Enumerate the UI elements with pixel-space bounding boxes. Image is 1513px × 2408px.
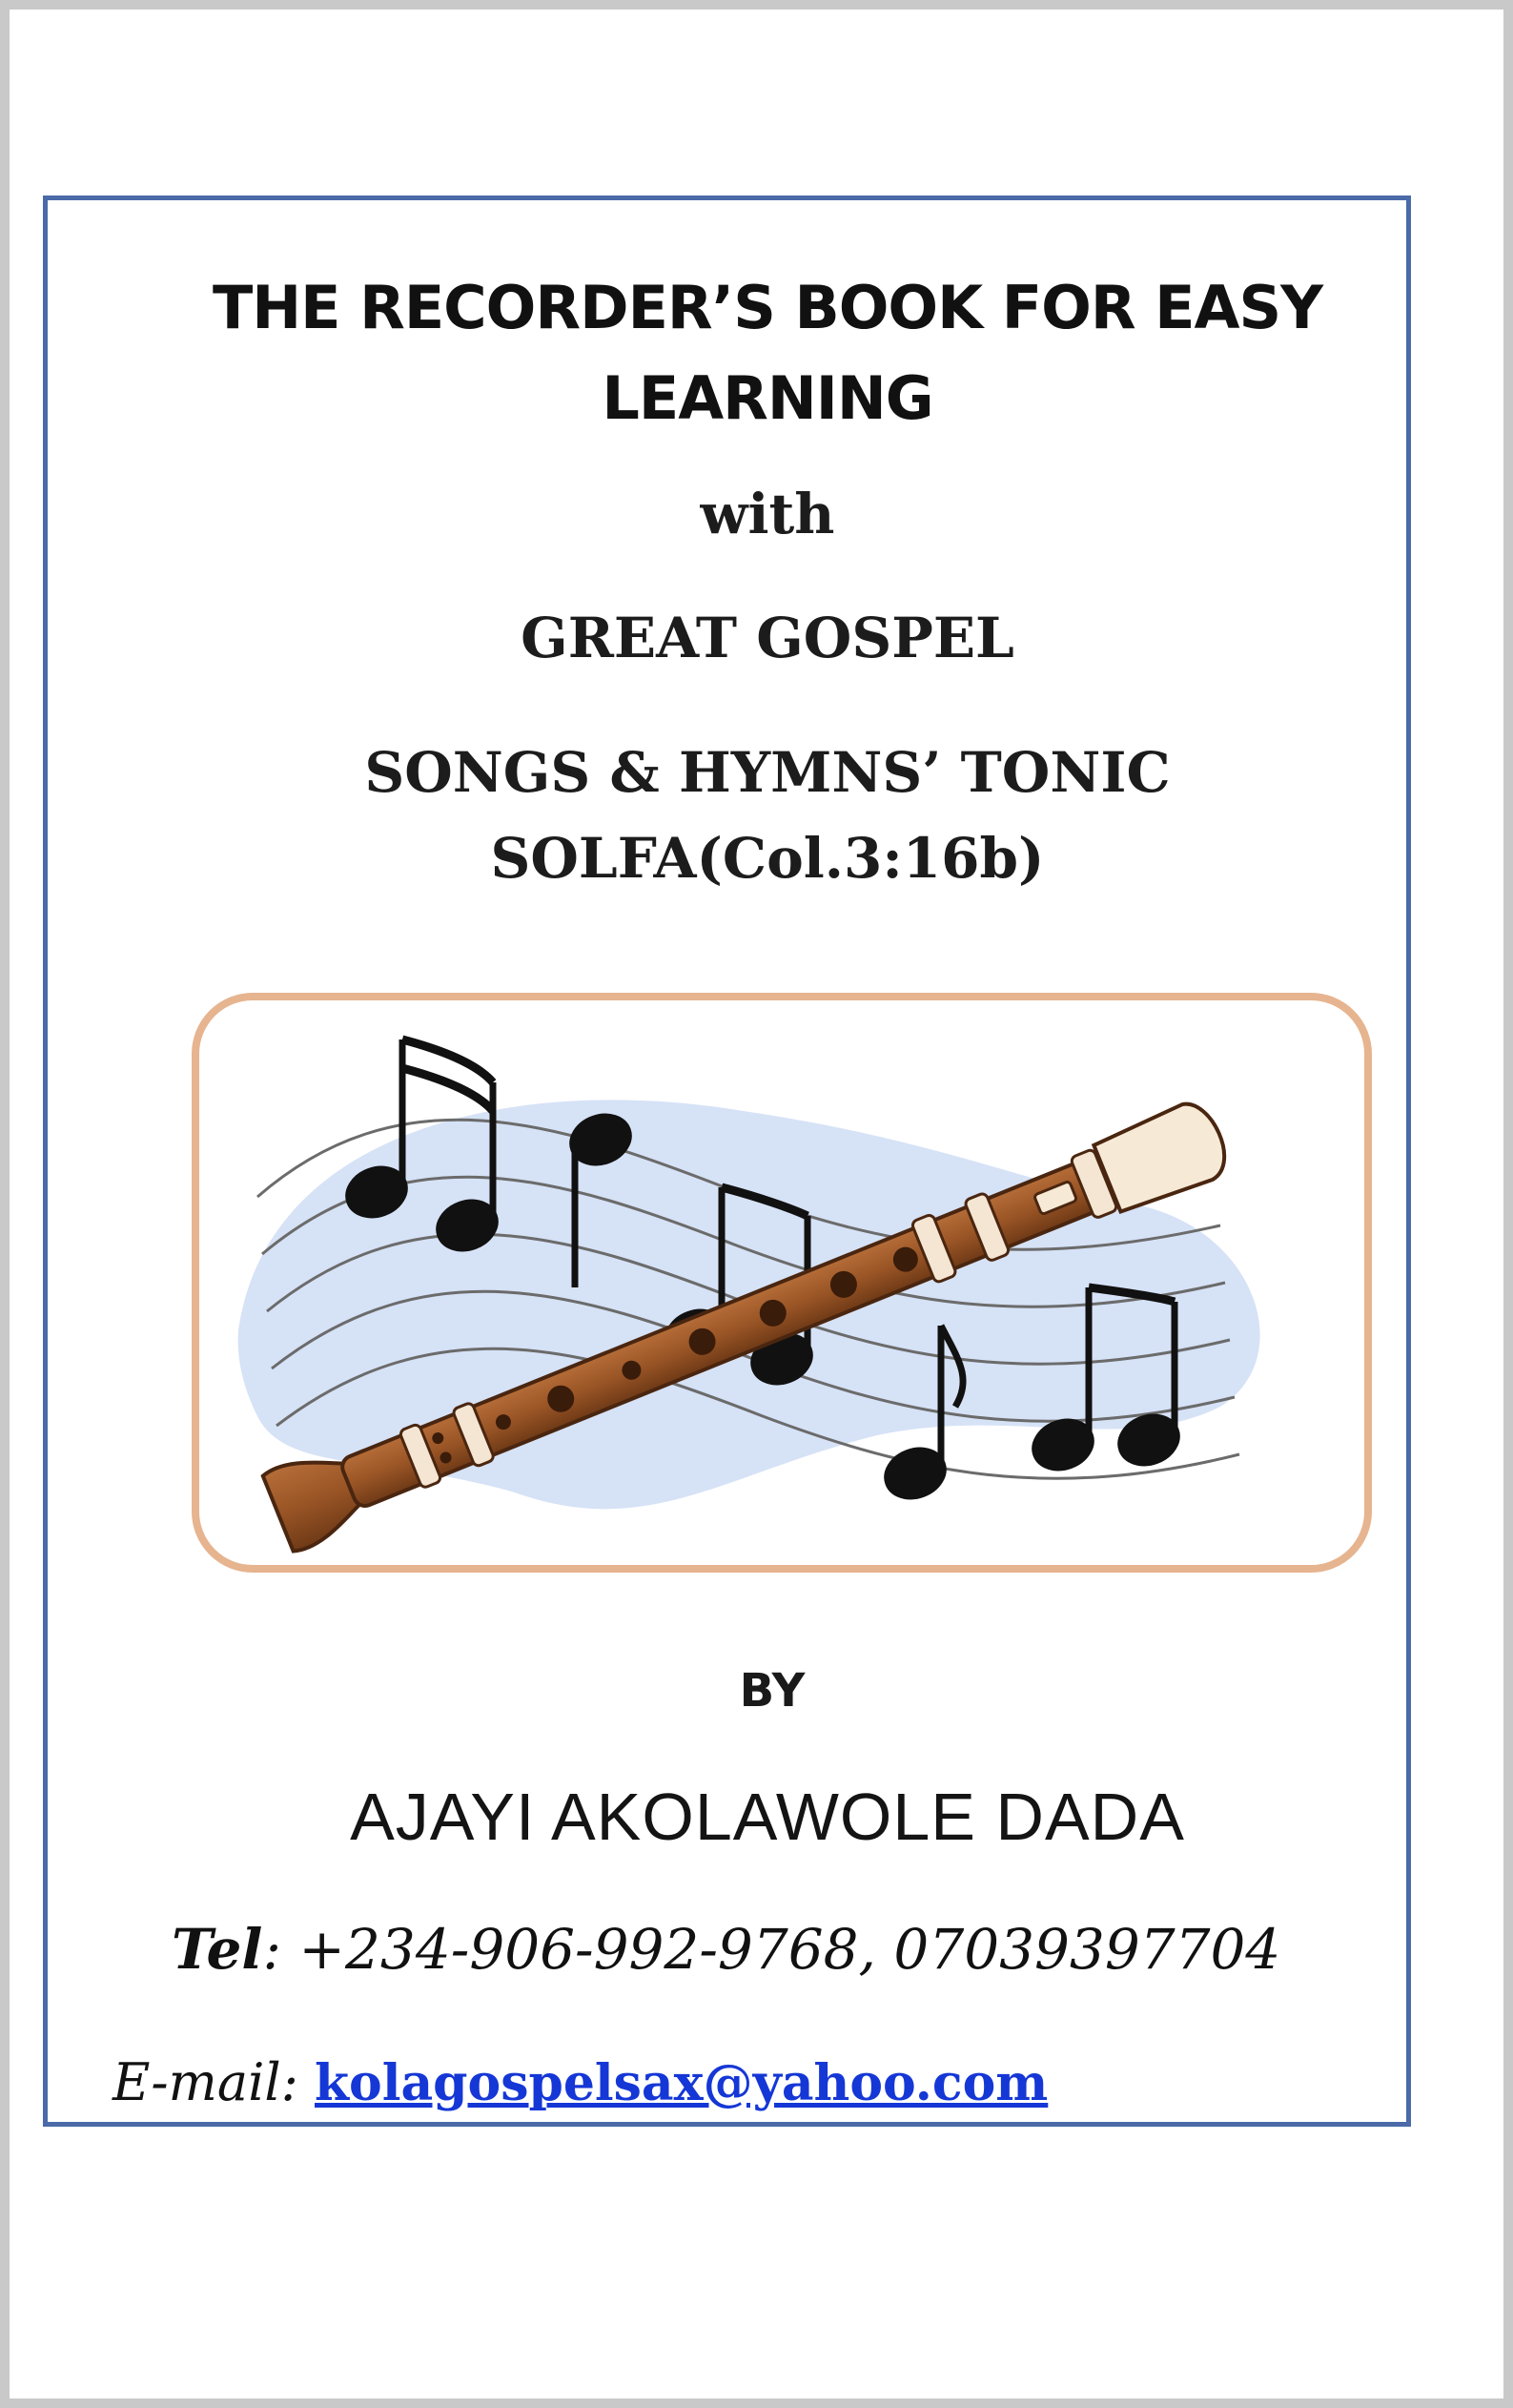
- tel-label: Tel: [172, 1917, 263, 1982]
- recorder-illustration: [153, 958, 1392, 1626]
- with-line: with: [700, 482, 835, 546]
- email-link[interactable]: kolagospelsax@yahoo.com: [314, 2054, 1049, 2112]
- subtitle-line-2: SONGS & HYMNS’ TONIC SOLFA(Col.3:16b): [364, 740, 1171, 891]
- email-line: [112, 2052, 1390, 2112]
- tel-value: : +234-906-992-9768, 07039397704: [262, 1917, 1281, 1982]
- telephone-line: [172, 1917, 1392, 1982]
- author-name: AJAYI AKOLAWOLE DADA: [350, 1780, 1185, 1854]
- subtitle-line-1: GREAT GOSPEL: [521, 606, 1014, 670]
- email-label: E-mail:: [112, 2052, 298, 2112]
- book-title: THE RECORDER’S BOOK FOR EASY LEARNING: [212, 273, 1323, 433]
- by-label: BY: [739, 1664, 806, 1718]
